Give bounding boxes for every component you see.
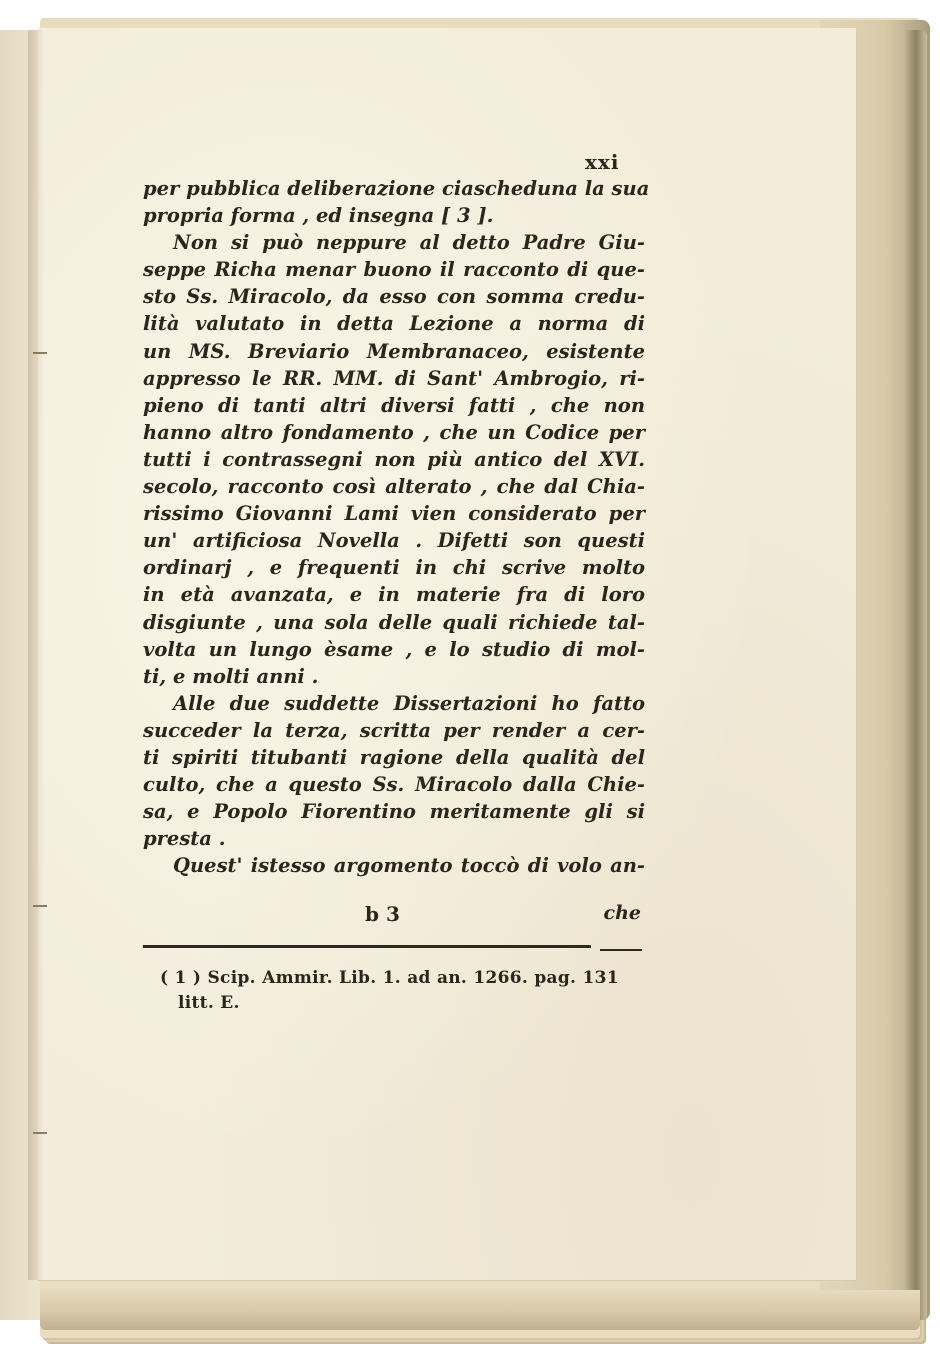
text-line: pieno di tanti altri diversi fatti , che non <box>143 393 645 417</box>
text-line: ti spiriti titubanti ragione della qualità del <box>143 745 645 769</box>
text-line: Quest' istesso argomento toccò di volo an- <box>173 854 645 878</box>
text-line: propria forma , ed insegna [ 3 ]. <box>143 204 494 228</box>
binding-gutter <box>28 30 44 1280</box>
text-line: presta . <box>143 827 226 851</box>
text-line: per pubblica deliberazione ciascheduna la sua <box>143 177 650 200</box>
footnote <box>160 966 660 1016</box>
text-line: lità valutato in detta Lezione a norma di <box>143 312 645 336</box>
text-line: disgiunte , una sola delle quali richiede tal- <box>143 610 645 634</box>
catchword: che <box>603 902 641 924</box>
text-line: appresso le RR. MM. di Sant' Ambrogio, ri- <box>143 366 645 390</box>
text-line: un MS. Breviario Membranaceo, esistente <box>143 339 645 363</box>
binding-stitch <box>33 905 47 907</box>
text-line: sto Ss. Miracolo, da esso con somma credu- <box>143 285 645 309</box>
page-foot-line <box>143 902 645 932</box>
text-line: seppe Richa menar buono il racconto di que- <box>143 258 645 282</box>
text-line: tutti i contrassegni non più antico del XVI. <box>143 447 645 471</box>
footnote-line: litt. E. <box>178 993 240 1013</box>
signature-mark: b 3 <box>365 902 400 926</box>
text-line: succeder la terza, scritta per render a cer- <box>143 718 645 742</box>
text-line: un' artificiosa Novella . Difetti son questi <box>143 529 645 553</box>
binding-stitch <box>33 1132 47 1134</box>
text-line: culto, che a questo Ss. Miracolo dalla Chie- <box>143 773 645 797</box>
text-line: Non si può neppure al detto Padre Giu- <box>173 231 645 255</box>
text-line: Alle due suddette Dissertazioni ho fatto <box>173 691 645 715</box>
text-line: ti, e molti anni . <box>143 664 319 688</box>
text-line: sa, e Popolo Fiorentino meritamente gli si <box>143 800 645 824</box>
text-line: ordinarj , e frequenti in chi scrive molto <box>143 556 645 580</box>
text-line: volta un lungo èsame , e lo studio di mol- <box>143 637 645 661</box>
text-line: rissimo Giovanni Lami vien considerato per <box>143 502 645 526</box>
footnote-rule <box>143 945 591 948</box>
text-line: in età avanzata, e in materie fra di loro <box>143 583 645 607</box>
text-line: secolo, racconto così alterato , che dal Chia- <box>143 475 645 499</box>
page-stack-bottom-edge <box>40 1290 920 1330</box>
text-line: hanno altro fondamento , che un Codice per <box>143 420 645 444</box>
footnote-line: ( 1 ) Scip. Ammir. Lib. 1. ad an. 1266. pag. 131 <box>160 968 619 988</box>
page-number: xxi <box>585 150 620 174</box>
cover-edge <box>905 30 927 1320</box>
body-text <box>143 175 650 879</box>
binding-stitch <box>33 352 47 354</box>
footnote-rule-short <box>600 949 642 951</box>
